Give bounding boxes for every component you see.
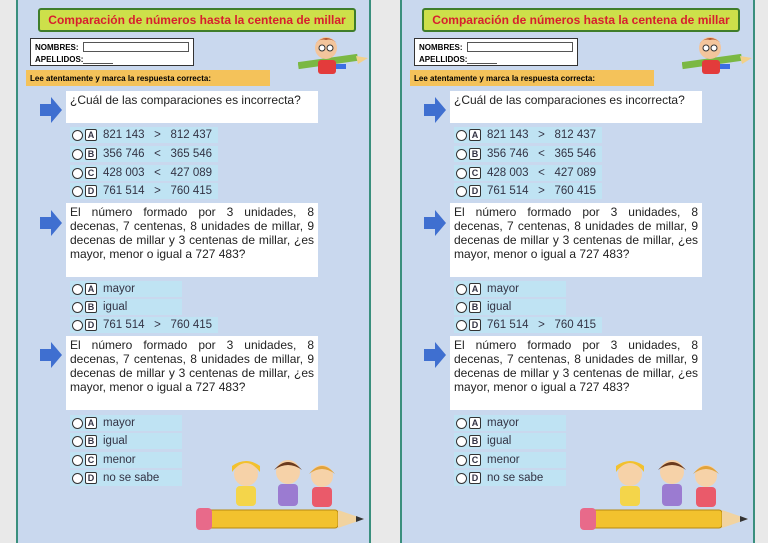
q1-option-c[interactable]: C 428 003 < 427 089 [70, 165, 218, 181]
q1-option-d[interactable]: D 761 514 > 760 415 [70, 183, 218, 199]
radio-circle-icon[interactable] [456, 473, 467, 484]
worksheet-page-right [400, 0, 755, 543]
kids-on-pencil-illustration [572, 452, 752, 540]
q3-option-c[interactable]: C menor [454, 452, 566, 468]
q3-option-b[interactable]: B igual [454, 433, 566, 449]
radio-circle-icon[interactable] [456, 186, 467, 197]
radio-circle-icon[interactable] [456, 130, 467, 141]
q1-option-d[interactable]: D 761 514 > 760 415 [454, 183, 602, 199]
kids-on-pencil-illustration [188, 452, 368, 540]
radio-circle-icon[interactable] [72, 455, 83, 466]
arrow-right-icon [424, 97, 446, 123]
boy-with-pencil-illustration [682, 34, 752, 80]
nombres-field[interactable] [467, 42, 573, 52]
radio-circle-icon[interactable] [72, 149, 83, 160]
instruction-banner: Lee atentamente y marca la respuesta correcta: [410, 70, 654, 86]
q1-option-a[interactable]: A 821 143 > 812 437 [454, 127, 602, 143]
q3-option-a[interactable]: A mayor [70, 415, 182, 431]
radio-circle-icon[interactable] [72, 473, 83, 484]
radio-circle-icon[interactable] [456, 302, 467, 313]
question-1-text: ¿Cuál de las comparaciones es incorrecta? [66, 91, 318, 123]
radio-circle-icon[interactable] [72, 320, 83, 331]
radio-circle-icon[interactable] [456, 149, 467, 160]
q2-option-d[interactable]: D 761 514 > 760 415 [454, 317, 602, 333]
q3-option-b[interactable]: B igual [70, 433, 182, 449]
question-3-text: El número formado por 3 unidades, 8 decenas, 7 centenas, 8 unidades de millar, 9 decenas de millar y 3 centenas de millar, ¿es mayor, menor o igual a 727 483? [66, 336, 318, 410]
radio-circle-icon[interactable] [72, 436, 83, 447]
q1-option-b[interactable]: B 356 746 < 365 546 [454, 146, 602, 162]
q2-option-a[interactable]: A mayor [454, 281, 566, 297]
arrow-right-icon [424, 342, 446, 368]
boy-with-pencil-illustration [298, 34, 368, 80]
radio-circle-icon[interactable] [456, 320, 467, 331]
instruction-banner: Lee atentamente y marca la respuesta correcta: [26, 70, 270, 86]
question-1-text: ¿Cuál de las comparaciones es incorrecta? [450, 91, 702, 123]
apellidos-field[interactable] [83, 55, 113, 64]
q2-option-a[interactable]: A mayor [70, 281, 182, 297]
page-title: Comparación de números hasta la centena de millar [38, 8, 356, 32]
radio-circle-icon[interactable] [72, 168, 83, 179]
arrow-right-icon [40, 97, 62, 123]
arrow-right-icon [40, 342, 62, 368]
q3-option-d[interactable]: D no se sabe [454, 470, 566, 486]
question-2-text: El número formado por 3 unidades, 8 decenas, 7 centenas, 8 unidades de millar, 9 decenas de millar y 3 centenas de millar, ¿es mayor, menor o igual a 727 483? [66, 203, 318, 277]
radio-circle-icon[interactable] [456, 168, 467, 179]
radio-circle-icon[interactable] [456, 455, 467, 466]
apellidos-label: APELLIDOS: [419, 54, 468, 64]
question-3-text: El número formado por 3 unidades, 8 decenas, 7 centenas, 8 unidades de millar, 9 decenas de millar y 3 centenas de millar, ¿es mayor, menor o igual a 727 483? [450, 336, 702, 410]
arrow-right-icon [424, 210, 446, 236]
page-title: Comparación de números hasta la centena de millar [422, 8, 740, 32]
question-2-text: El número formado por 3 unidades, 8 decenas, 7 centenas, 8 unidades de millar, 9 decenas de millar y 3 centenas de millar, ¿es mayor, menor o igual a 727 483? [450, 203, 702, 277]
arrow-right-icon [40, 210, 62, 236]
q2-option-d[interactable]: D 761 514 > 760 415 [70, 317, 218, 333]
q3-option-c[interactable]: C menor [70, 452, 182, 468]
q2-option-b[interactable]: B igual [454, 299, 566, 315]
q3-option-a[interactable]: A mayor [454, 415, 566, 431]
radio-circle-icon[interactable] [72, 302, 83, 313]
nombres-label: NOMBRES: [419, 42, 463, 52]
radio-circle-icon[interactable] [72, 130, 83, 141]
q1-option-b[interactable]: B 356 746 < 365 546 [70, 146, 218, 162]
name-box [414, 38, 578, 66]
name-box [30, 38, 194, 66]
nombres-field[interactable] [83, 42, 189, 52]
q3-option-d[interactable]: D no se sabe [70, 470, 182, 486]
radio-circle-icon[interactable] [72, 418, 83, 429]
apellidos-field[interactable] [467, 55, 497, 64]
apellidos-label: APELLIDOS: [35, 54, 84, 64]
worksheet-page-left [16, 0, 371, 543]
nombres-label: NOMBRES: [35, 42, 79, 52]
radio-circle-icon[interactable] [72, 186, 83, 197]
q1-option-c[interactable]: C 428 003 < 427 089 [454, 165, 602, 181]
q2-option-b[interactable]: B igual [70, 299, 182, 315]
q1-option-a[interactable]: A 821 143 > 812 437 [70, 127, 218, 143]
radio-circle-icon[interactable] [72, 284, 83, 295]
radio-circle-icon[interactable] [456, 418, 467, 429]
radio-circle-icon[interactable] [456, 284, 467, 295]
radio-circle-icon[interactable] [456, 436, 467, 447]
